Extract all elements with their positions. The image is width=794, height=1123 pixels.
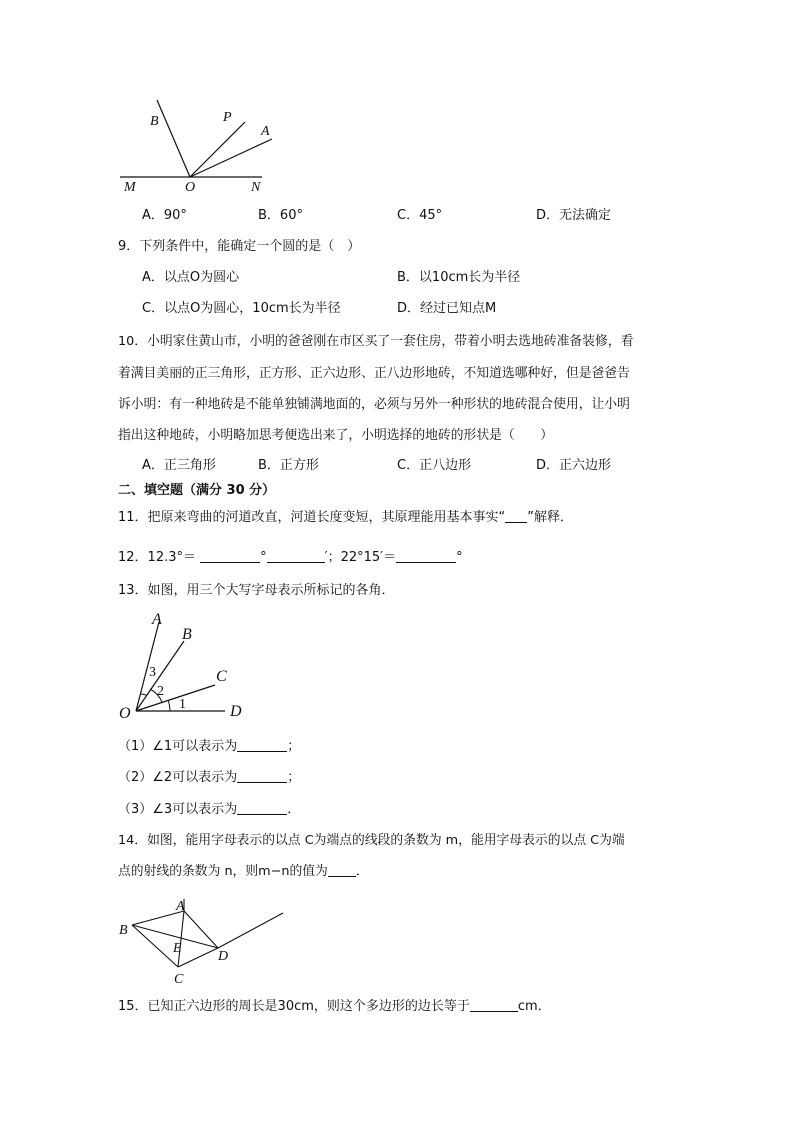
- q13-item-2-label: （2）∠2可以表示为: [118, 770, 238, 785]
- q10-line-4: 指出这种地砖，小明略加思考便选出来了，小明选择的地砖的形状是（ ）: [118, 428, 554, 443]
- label-B: B: [150, 114, 159, 129]
- q13-item-3-blank[interactable]: [237, 800, 287, 815]
- q12-prefix: 12．12.3°＝: [118, 550, 196, 565]
- q8-option-c: C．45°: [397, 208, 443, 223]
- label-D: D: [230, 703, 242, 720]
- q12: [118, 548, 463, 568]
- label-C: C: [174, 972, 184, 987]
- q13-item-3-end: ．: [287, 802, 301, 817]
- label-O: O: [185, 180, 196, 195]
- q11: [118, 508, 573, 528]
- label-M: M: [124, 180, 136, 195]
- q12-degree-blank[interactable]: [200, 548, 260, 563]
- label-N: N: [251, 180, 261, 195]
- q9-option-a: A．以点O为圆心: [142, 270, 240, 285]
- angle-number-3: 3: [149, 665, 156, 680]
- q15-text-before: 15．已知正六边形的周长是30cm，则这个多边形的边长等于: [118, 999, 470, 1014]
- q11-text-before: 11．把原来弯曲的河道改直，河道长度变短，其原理能用基本事实“: [118, 510, 506, 525]
- q10-line-3: 诉小明：有一种地砖是不能单独铺满地面的，必须与另外一种形状的地砖混合使用，让小明: [118, 397, 630, 412]
- q13-stem: 13．如图，用三个大写字母表示所标记的各角．: [118, 583, 395, 598]
- segment-figure-q14: [114, 892, 294, 988]
- angle-arc-1: [168, 700, 170, 711]
- q12-end: °: [456, 550, 463, 565]
- q13-item-2-end: ；: [287, 770, 301, 785]
- q13-item-1-end: ；: [287, 739, 301, 754]
- q10-line-1: 10．小明家住黄山市，小明的爸爸刚在市区买了一套住房，带着小明去选地砖准备装修，看: [118, 334, 634, 349]
- angle-number-2: 2: [157, 684, 164, 699]
- q9-stem: 9．下列条件中，能确定一个圆的是（ ）: [118, 239, 361, 254]
- q10-line-2: 着满目美丽的正三角形，正方形、正六边形、正八边形地砖，不知道选哪种好，但是爸爸告: [118, 366, 630, 381]
- q9-option-c: C．以点O为圆心，10cm长为半径: [142, 301, 341, 316]
- q11-text-after: ”解释．: [527, 510, 574, 525]
- ray-OB: [157, 100, 190, 177]
- label-A: A: [152, 611, 162, 628]
- ray-OA: [190, 139, 272, 177]
- ray-OP: [190, 122, 245, 177]
- q11-answer-blank[interactable]: [505, 508, 527, 523]
- angle-arc-3: [140, 694, 146, 695]
- angle-figure-q13: [112, 608, 262, 726]
- q14-answer-blank[interactable]: [328, 862, 356, 877]
- label-E: E: [173, 941, 182, 956]
- ray-DF: [218, 913, 283, 948]
- q13-item-2-blank[interactable]: [237, 768, 287, 783]
- q15-text-after: cm．: [517, 999, 551, 1014]
- q9-option-b: B．以10cm长为半径: [397, 270, 521, 285]
- segment-CD: [178, 948, 218, 967]
- q12-middle: ′；22°15′＝: [324, 550, 397, 565]
- q13-item-2: [118, 768, 300, 788]
- q15: [118, 997, 551, 1017]
- q14-line-2: [118, 862, 369, 882]
- q13-item-3-label: （3）∠3可以表示为: [118, 802, 238, 817]
- q8-option-d: D．无法确定: [536, 208, 612, 223]
- label-C: C: [216, 668, 227, 685]
- q8-option-b: B．60°: [258, 208, 303, 223]
- section-heading-fill-in: 二、填空题（满分 30 分）: [118, 483, 276, 498]
- q13-item-1-blank[interactable]: [237, 737, 287, 752]
- angle-figure-q8: [110, 92, 300, 197]
- label-O: O: [119, 705, 131, 722]
- angle-number-1: 1: [179, 697, 186, 712]
- q13-item-3: [118, 800, 300, 820]
- ray-OB: [136, 641, 184, 711]
- label-A: A: [261, 124, 270, 139]
- label-D: D: [218, 949, 229, 964]
- label-A: A: [176, 899, 185, 914]
- label-B: B: [119, 923, 128, 938]
- q10-option-d: D．正六边形: [536, 458, 612, 473]
- q14-line-2-text: 点的射线的条数为 n，则m−n的值为: [118, 864, 328, 879]
- q13-item-1: [118, 737, 300, 757]
- q15-answer-blank[interactable]: [470, 997, 518, 1012]
- q10-option-b: B．正方形: [258, 458, 319, 473]
- ray-OC: [136, 685, 215, 711]
- q12-minute-blank[interactable]: [267, 548, 325, 563]
- q8-option-a: A．90°: [142, 208, 187, 223]
- q14-line-1: 14．如图，能用字母表示的以点 C为端点的线段的条数为 m，能用字母表示的以点 C为端: [118, 833, 625, 848]
- q14-line-2-end: ．: [355, 864, 369, 879]
- q10-option-a: A．正三角形: [142, 458, 216, 473]
- q12-second-blank[interactable]: [396, 548, 456, 563]
- segment-AD: [184, 911, 218, 948]
- q9-option-d: D．经过已知点M: [397, 301, 497, 316]
- label-P: P: [223, 110, 232, 125]
- q12-degree-sign: °: [260, 550, 267, 565]
- q10-option-c: C．正八边形: [397, 458, 472, 473]
- label-B: B: [182, 626, 192, 643]
- q13-item-1-label: （1）∠1可以表示为: [118, 739, 238, 754]
